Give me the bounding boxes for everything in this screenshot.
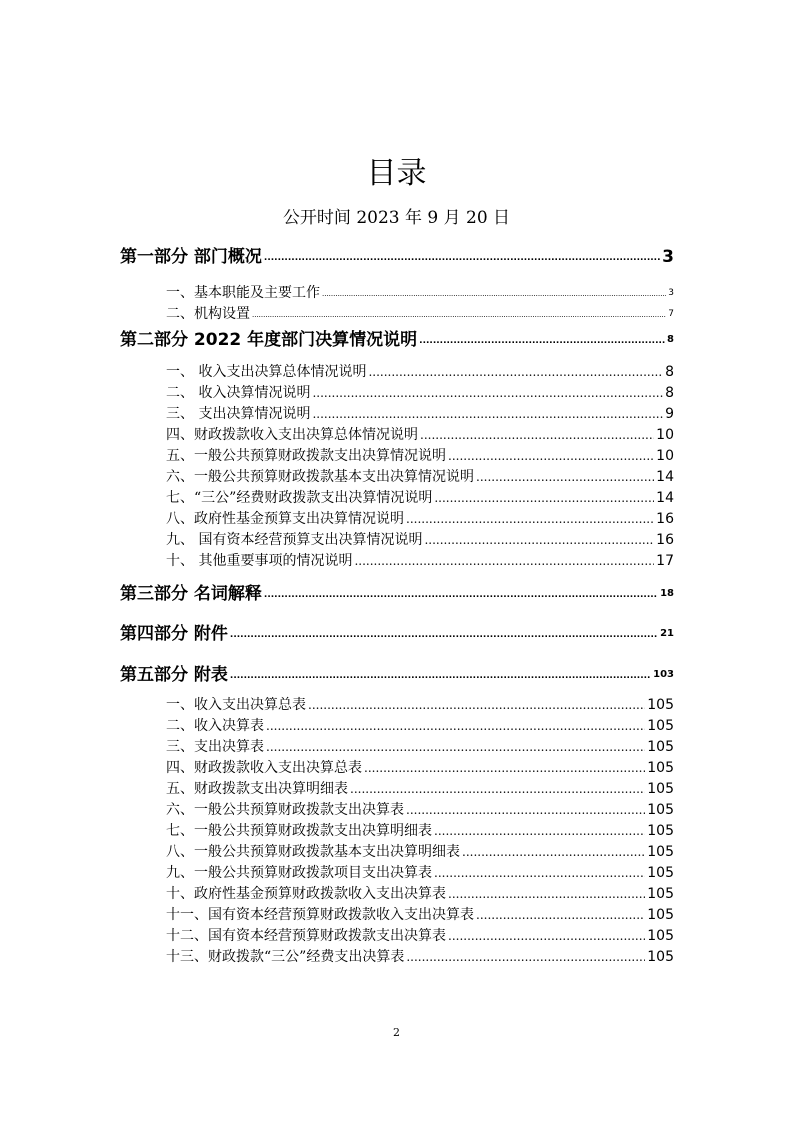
- toc-entry-label: 三、支出决算表: [166, 739, 264, 755]
- toc-subsection-entry[interactable]: [120, 737, 674, 757]
- toc-entry-label: 第五部分 附表: [120, 665, 228, 685]
- toc-entry-label: 八、一般公共预算财政拨款基本支出决算明细表: [166, 844, 460, 860]
- toc-leader-dots: [434, 825, 645, 837]
- toc-entry-label: 十一、国有资本经营预算财政拨款收入支出决算表: [166, 907, 474, 923]
- toc-subsection-entry[interactable]: [120, 488, 674, 508]
- toc-leader-dots: [476, 471, 654, 483]
- toc-subsection-entry[interactable]: [120, 863, 674, 883]
- toc-leader-dots: [419, 337, 665, 346]
- toc-entry-label: 四、财政拨款收入支出决算总体情况说明: [166, 427, 418, 443]
- toc-entry-label: 七、“三公”经费财政拨款支出决算情况说明: [166, 490, 433, 506]
- toc-page-number: 8: [667, 334, 674, 345]
- toc-page-number: 10: [656, 427, 674, 443]
- toc-leader-dots: [230, 631, 658, 640]
- toc-subsection-entry[interactable]: [120, 884, 674, 904]
- toc-entry-label: 一、基本职能及主要工作: [166, 285, 320, 301]
- toc-subsection-entry[interactable]: [120, 283, 674, 303]
- toc-leader-dots: [308, 699, 645, 711]
- toc-subsection-entry[interactable]: [120, 467, 674, 487]
- toc-page-number: 105: [647, 802, 674, 818]
- toc-page-number: 18: [660, 588, 674, 599]
- toc-page-number: 21: [660, 628, 674, 639]
- toc-entry-label: 十、政府性基金预算财政拨款收入支出决算表: [166, 886, 446, 902]
- toc-subsection-entry[interactable]: [120, 404, 674, 424]
- toc-page-number: 10: [656, 448, 674, 464]
- toc-page-number: 7: [668, 309, 674, 319]
- toc-page-number: 17: [656, 553, 674, 569]
- toc-subsection-entry[interactable]: [120, 530, 674, 550]
- toc-entry-label: 三、 支出决算情况说明: [166, 406, 311, 422]
- toc-page-number: 9: [665, 406, 674, 422]
- toc-leader-dots: [448, 450, 654, 462]
- toc-subsection-entry[interactable]: [120, 425, 674, 445]
- page-number: 2: [393, 1026, 400, 1039]
- toc-entry-label: 六、一般公共预算财政拨款基本支出决算情况说明: [166, 469, 474, 485]
- toc-page-number: 105: [647, 928, 674, 944]
- toc-page-number: 105: [647, 886, 674, 902]
- toc-subsection-entry[interactable]: [120, 695, 674, 715]
- toc-page-number: 105: [647, 718, 674, 734]
- toc-entry-label: 五、一般公共预算财政拨款支出决算情况说明: [166, 448, 446, 464]
- toc-leader-dots: [424, 534, 654, 546]
- toc-leader-dots: [350, 783, 645, 795]
- toc-entry-label: 十二、国有资本经营预算财政拨款支出决算表: [166, 928, 446, 944]
- toc-leader-dots: [406, 951, 645, 963]
- toc-entry-label: 二、收入决算表: [166, 718, 264, 734]
- toc-page-number: 8: [665, 364, 674, 380]
- toc-entry-label: 六、一般公共预算财政拨款支出决算表: [166, 802, 404, 818]
- toc-entry-label: 八、政府性基金预算支出决算情况说明: [166, 511, 404, 527]
- toc-entry-label: 第三部分 名词解释: [120, 584, 262, 604]
- toc-page-number: 3: [668, 288, 674, 298]
- toc-page-number: 105: [647, 823, 674, 839]
- toc-subsection-entry[interactable]: [120, 800, 674, 820]
- toc-leader-dots: [476, 909, 645, 921]
- toc-page-number: 16: [656, 532, 674, 548]
- toc-leader-dots: [266, 741, 645, 753]
- toc-leader-dots: [448, 888, 645, 900]
- toc-subsection-entry[interactable]: [120, 779, 674, 799]
- toc-page-number: 105: [647, 907, 674, 923]
- toc-subsection-entry[interactable]: [120, 842, 674, 862]
- toc-leader-dots: [354, 555, 654, 567]
- toc-leader-dots: [322, 291, 666, 298]
- toc-leader-dots: [252, 312, 666, 319]
- toc-entry-label: 九、 国有资本经营预算支出决算情况说明: [166, 532, 423, 548]
- toc-section-entry[interactable]: [120, 622, 674, 646]
- toc-page-number: 3: [662, 247, 674, 267]
- toc-entry-label: 十、 其他重要事项的情况说明: [166, 553, 353, 569]
- toc-subsection-entry[interactable]: [120, 926, 674, 946]
- toc-page-number: 105: [647, 739, 674, 755]
- toc-page-number: 105: [647, 697, 674, 713]
- toc-page-number: 105: [647, 781, 674, 797]
- toc-leader-dots: [448, 930, 645, 942]
- toc-page-number: 105: [647, 865, 674, 881]
- toc-entry-label: 二、机构设置: [166, 306, 250, 322]
- toc-page-number: 105: [647, 760, 674, 776]
- toc-subsection-entry[interactable]: [120, 947, 674, 967]
- toc-leader-dots: [420, 429, 654, 441]
- toc-section-entry[interactable]: [120, 663, 674, 687]
- toc-entry-label: 十三、财政拨款“三公”经费支出决算表: [166, 949, 405, 965]
- toc-leader-dots: [230, 672, 651, 681]
- toc-leader-dots: [406, 804, 645, 816]
- toc-entry-label: 七、一般公共预算财政拨款支出决算明细表: [166, 823, 432, 839]
- toc-entry-label: 四、财政拨款收入支出决算总表: [166, 760, 362, 776]
- toc-leader-dots: [434, 492, 654, 504]
- toc-subsection-entry[interactable]: [120, 821, 674, 841]
- toc-page-number: 14: [656, 490, 674, 506]
- publish-date: 公开时间 2023 年 9 月 20 日: [282, 208, 511, 228]
- toc-page-number: 105: [647, 949, 674, 965]
- toc-entry-label: 五、财政拨款支出决算明细表: [166, 781, 348, 797]
- toc-entry-label: 第一部分 部门概况: [120, 247, 262, 267]
- toc-leader-dots: [368, 366, 663, 378]
- toc-subsection-entry[interactable]: [120, 304, 674, 324]
- toc-page-number: 8: [665, 385, 674, 401]
- toc-entry-label: 九、一般公共预算财政拨款项目支出决算表: [166, 865, 432, 881]
- toc-entry-label: 二、 收入决算情况说明: [166, 385, 311, 401]
- toc-subsection-entry[interactable]: [120, 509, 674, 529]
- toc-leader-dots: [312, 387, 663, 399]
- toc-leader-dots: [364, 762, 645, 774]
- toc-section-entry[interactable]: [120, 582, 674, 606]
- toc-subsection-entry[interactable]: [120, 551, 674, 571]
- toc-entry-label: 第四部分 附件: [120, 624, 228, 644]
- toc-section-entry[interactable]: [120, 245, 674, 269]
- toc-entry-label: 一、收入支出决算总表: [166, 697, 306, 713]
- toc-leader-dots: [434, 867, 645, 879]
- toc-leader-dots: [406, 513, 654, 525]
- toc-subsection-entry[interactable]: [120, 362, 674, 382]
- toc-leader-dots: [462, 846, 645, 858]
- toc-section-entry[interactable]: [120, 328, 674, 352]
- page-title: 目录: [366, 156, 427, 191]
- toc-leader-dots: [266, 720, 645, 732]
- toc-page-number: 16: [656, 511, 674, 527]
- toc-subsection-entry[interactable]: [120, 383, 674, 403]
- toc-entry-label: 一、 收入支出决算总体情况说明: [166, 364, 367, 380]
- toc-subsection-entry[interactable]: [120, 446, 674, 466]
- toc-page-number: 103: [653, 669, 674, 680]
- toc-subsection-entry[interactable]: [120, 716, 674, 736]
- toc-leader-dots: [312, 408, 663, 420]
- toc-page-number: 14: [656, 469, 674, 485]
- toc-page-number: 105: [647, 844, 674, 860]
- toc-leader-dots: [264, 254, 660, 263]
- toc-subsection-entry[interactable]: [120, 905, 674, 925]
- toc-entry-label: 第二部分 2022 年度部门决算情况说明: [120, 330, 418, 350]
- toc-subsection-entry[interactable]: [120, 758, 674, 778]
- toc-leader-dots: [264, 591, 658, 600]
